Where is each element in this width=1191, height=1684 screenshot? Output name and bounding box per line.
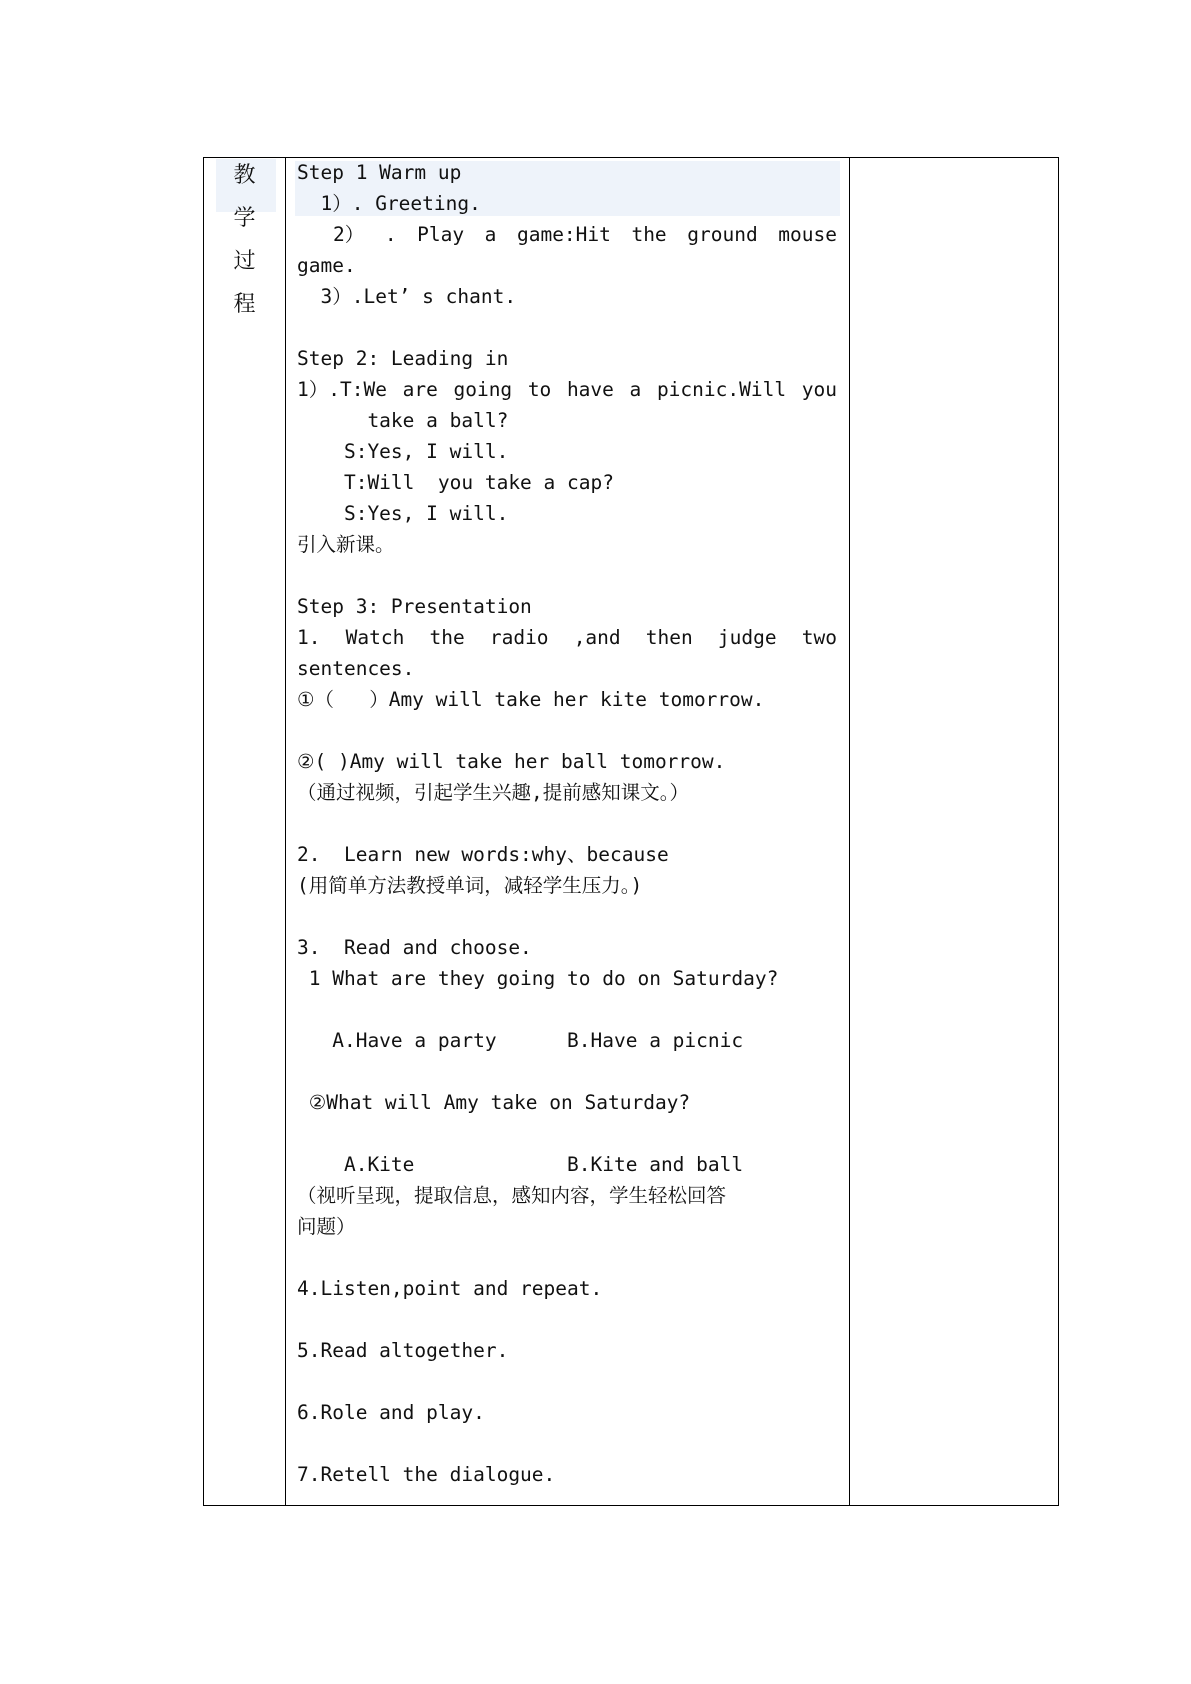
question-2-options: A.Kite B.Kite and ball: [297, 1153, 744, 1176]
step3-learn-note: (用简单方法教授单词，减轻学生压力。): [297, 874, 643, 897]
question-1: 1 What are they going to do on Saturday?: [297, 967, 779, 990]
step2-line5: S:Yes, I will.: [297, 502, 509, 525]
step3-item-4: 4.Listen,point and repeat.: [297, 1277, 603, 1300]
step1-title: Step 1 Warm up: [297, 161, 462, 184]
step3-watch-cont: sentences.: [297, 657, 415, 680]
step3-item-6: 6.Role and play.: [297, 1401, 485, 1424]
question-note-line1: （视听呈现，提取信息，感知内容，学生轻松回答: [297, 1184, 727, 1207]
step1-game: 2） . Play a game:Hit the ground mouse: [333, 223, 837, 246]
step2-line4: T:Will you take a cap?: [297, 471, 614, 494]
row-label-char: 程: [233, 292, 256, 317]
step3-sentence-note: （通过视频，引起学生兴趣,提前感知课文。）: [297, 781, 689, 804]
row-label-char: 学: [233, 206, 256, 231]
row-label-char: 过: [233, 249, 256, 274]
column-divider: [849, 158, 850, 1505]
step3-learn: 2. Learn new words:why、because: [297, 843, 669, 866]
notes-cell: [851, 158, 1058, 1505]
step2-line1: 1）.T:We are going to have a picnic.Will you: [297, 378, 837, 401]
row-label-cell: [204, 158, 285, 1505]
question-1-options: A.Have a party B.Have a picnic: [297, 1029, 744, 1052]
step2-title: Step 2: Leading in: [297, 347, 509, 370]
question-2: ②What will Amy take on Saturday?: [297, 1091, 691, 1114]
step3-read-choose: 3. Read and choose.: [297, 936, 532, 959]
step3-sentence-1: ①（ ）Amy will take her kite tomorrow.: [297, 688, 765, 711]
step3-watch: 1. Watch the radio ,and then judge two: [297, 626, 837, 649]
lesson-table: [203, 157, 1059, 1506]
question-note-line2: 问题）: [297, 1215, 356, 1238]
step1-chant: 3）.Let’ s chant.: [297, 285, 517, 308]
step2-line3: S:Yes, I will.: [297, 440, 509, 463]
step3-item-5: 5.Read altogether.: [297, 1339, 509, 1362]
step2-line2: take a ball?: [297, 409, 509, 432]
step3-item-7: 7.Retell the dialogue.: [297, 1463, 556, 1486]
step1-game-cont: game.: [297, 254, 356, 277]
step3-sentence-2: ②( )Amy will take her ball tomorrow.: [297, 750, 726, 773]
row-label-char: 教: [233, 163, 256, 188]
step2-note: 引入新课。: [297, 533, 395, 556]
step1-greeting: 1）. Greeting.: [297, 192, 481, 215]
step3-title: Step 3: Presentation: [297, 595, 532, 618]
column-divider: [285, 158, 286, 1505]
